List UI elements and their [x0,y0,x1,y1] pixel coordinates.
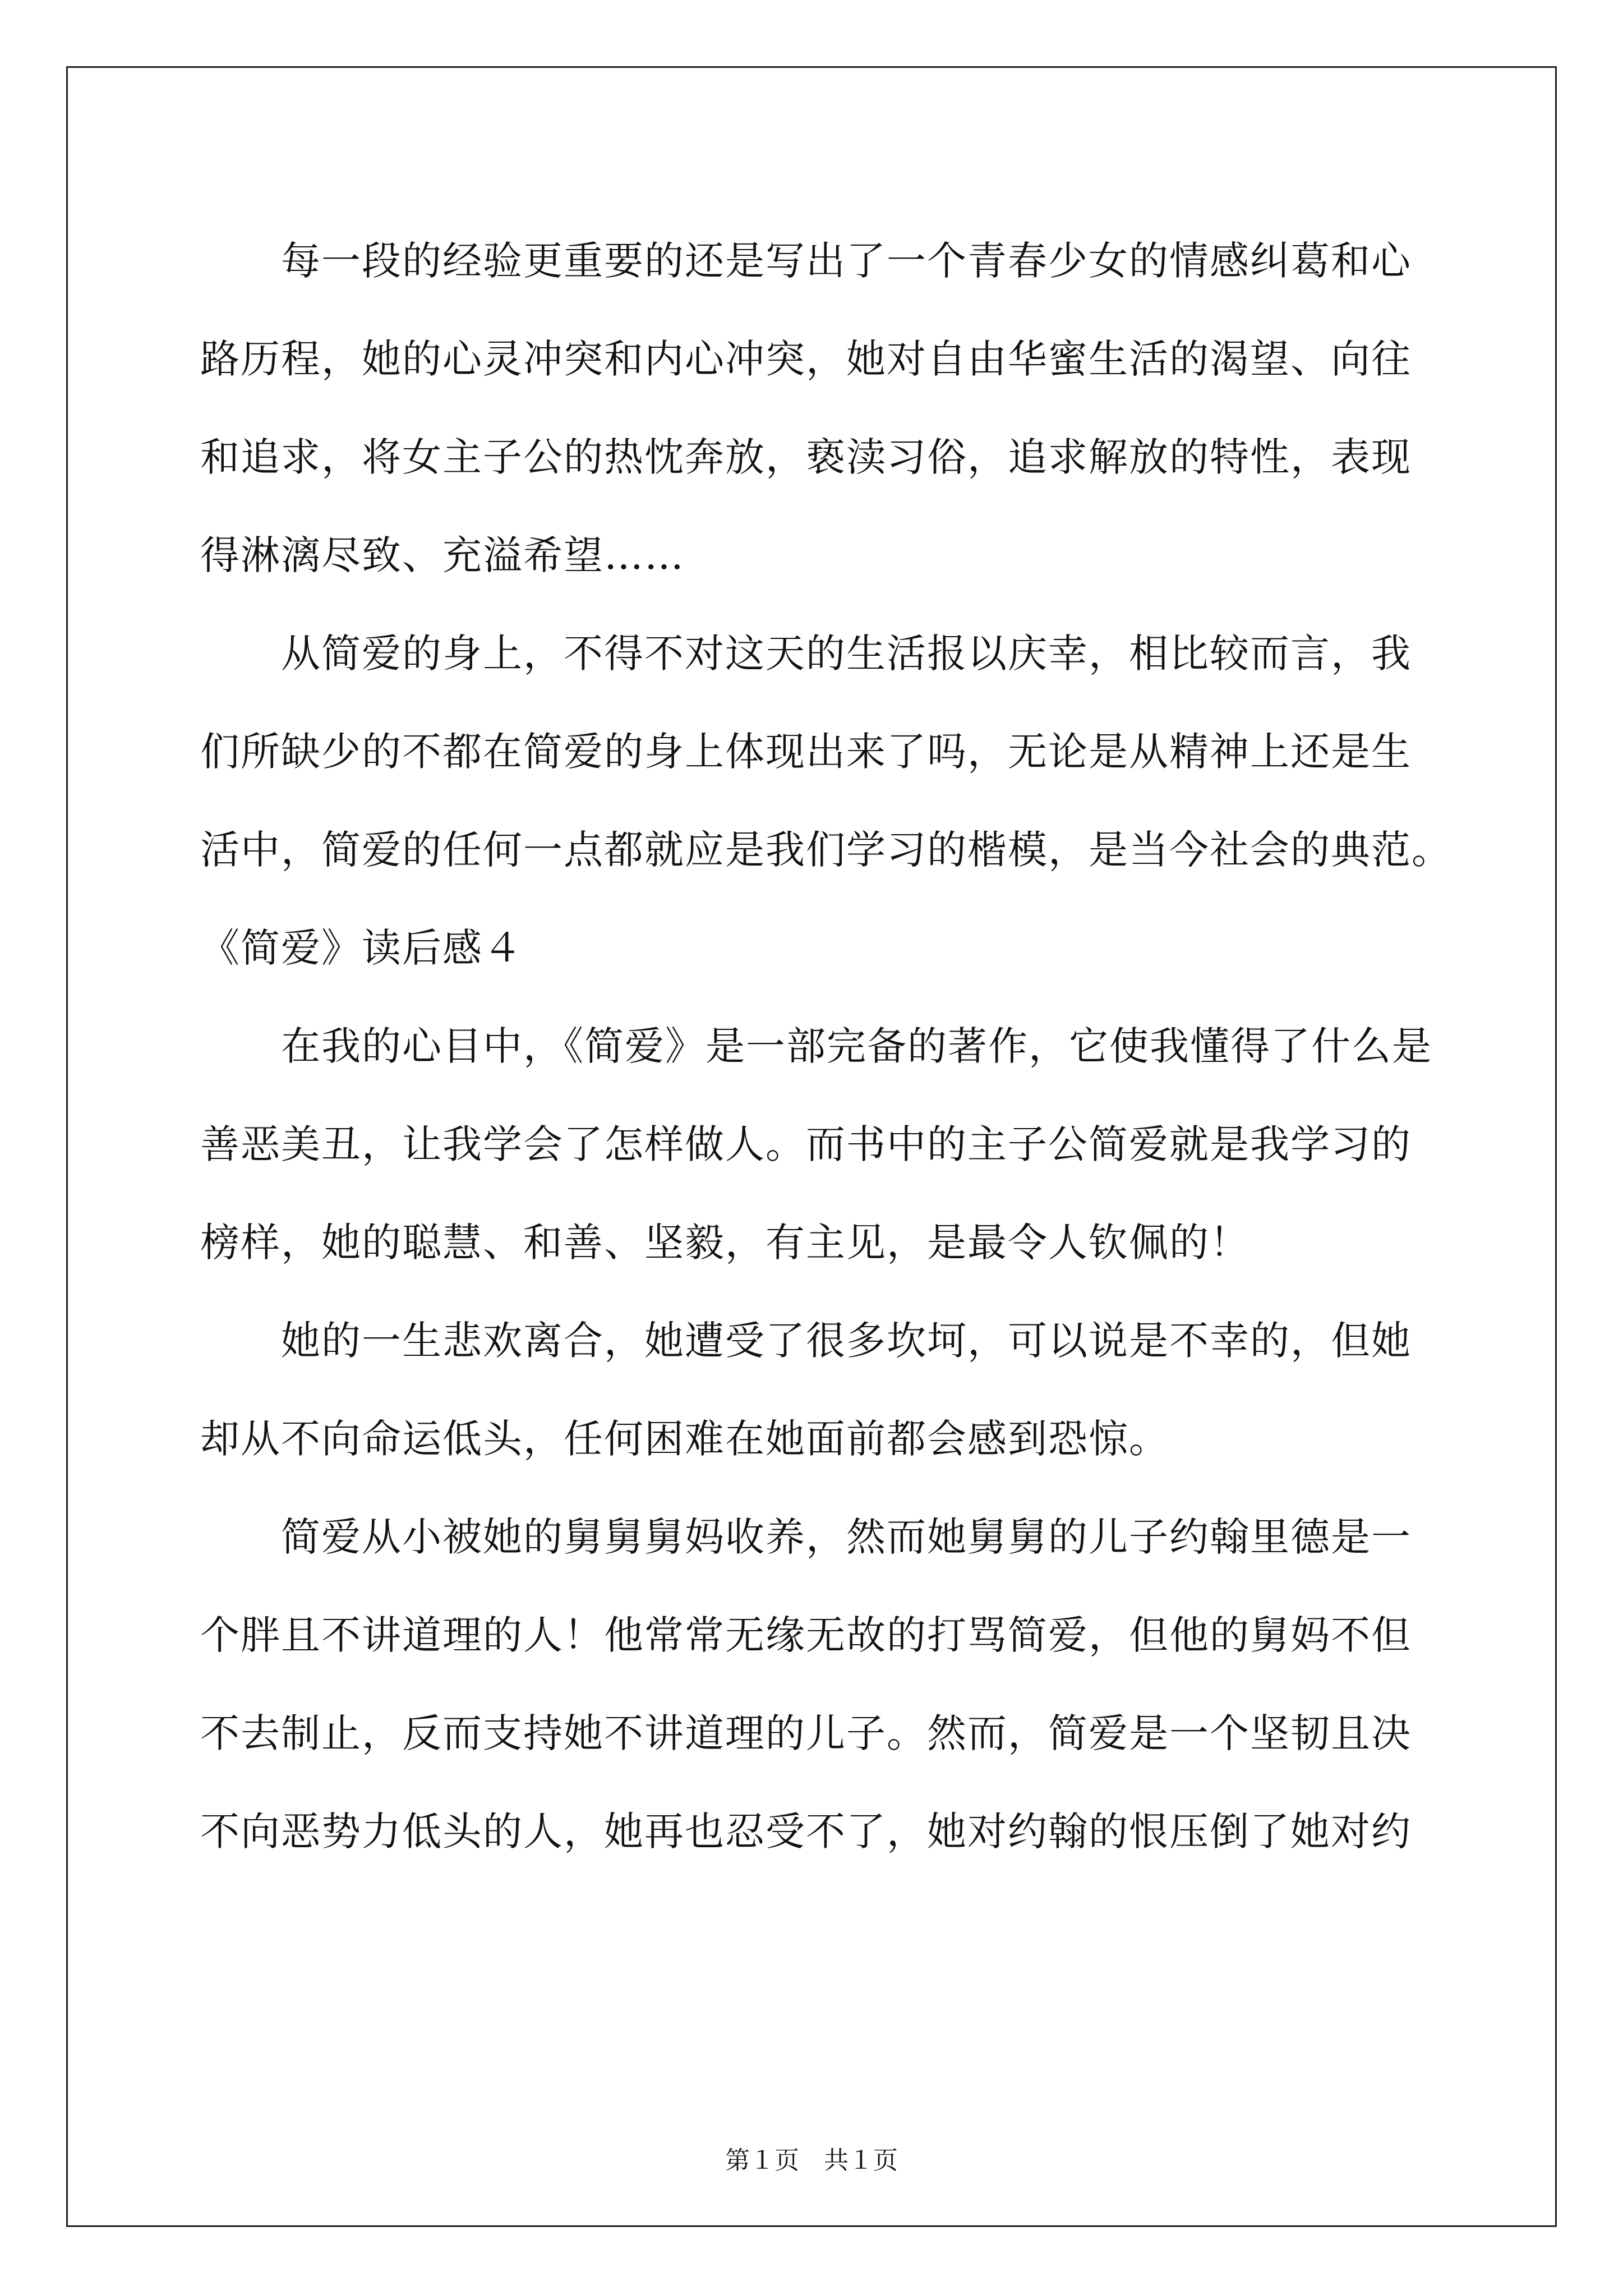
paragraph-line: 她的一生悲欢离合，她遭受了很多坎坷，可以说是不幸的，但她 [200,1318,1412,1364]
paragraph-line: 和追求，将女主子公的热忱奔放，亵渎习俗，追求解放的特性，表现 [200,434,1412,480]
paragraph-line: 不向恶势力低头的人，她再也忍受不了，她对约翰的恨压倒了她对约 [200,1809,1412,1855]
paragraph-line: 简爱从小被她的舅舅舅妈收养，然而她舅舅的儿子约翰里德是一 [200,1514,1412,1560]
paragraph-line: 在我的心目中，《简爱》是一部完备的著作，它使我懂得了什么是 [200,1023,1432,1069]
paragraph-line: 活中，简爱的任何一点都就应是我们学习的楷模，是当今社会的典范。 [200,827,1452,873]
paragraph-line: 个胖且不讲道理的人！他常常无缘无故的打骂简爱，但他的舅妈不但 [200,1612,1412,1658]
paragraph-line: 们所缺少的不都在简爱的身上体现出来了吗，无论是从精神上还是生 [200,729,1412,775]
paragraph-line: 路历程，她的心灵冲突和内心冲突，她对自由华蜜生活的渴望、向往 [200,336,1412,382]
page-number-footer: 第１页 共１页 [725,2146,898,2175]
paragraph-line: 从简爱的身上，不得不对这天的生活报以庆幸，相比较而言，我 [200,631,1412,677]
paragraph-line: 却从不向命运低头，任何困难在她面前都会感到恐惊。 [200,1416,1169,1462]
section-heading: 《简爱》读后感４ [200,925,523,971]
paragraph-line: 每一段的经验更重要的还是写出了一个青春少女的情感纠葛和心 [200,238,1412,284]
paragraph-line: 得淋漓尽致、充溢希望…… [200,532,685,578]
paragraph-line: 不去制止，反而支持她不讲道理的儿子。然而，简爱是一个坚韧且决 [200,1710,1412,1756]
paragraph-line: 善恶美丑，让我学会了怎样做人。而书中的主子公简爱就是我学习的 [200,1121,1412,1167]
paragraph-line: 榜样，她的聪慧、和善、坚毅，有主见，是最令人钦佩的！ [200,1220,1250,1266]
